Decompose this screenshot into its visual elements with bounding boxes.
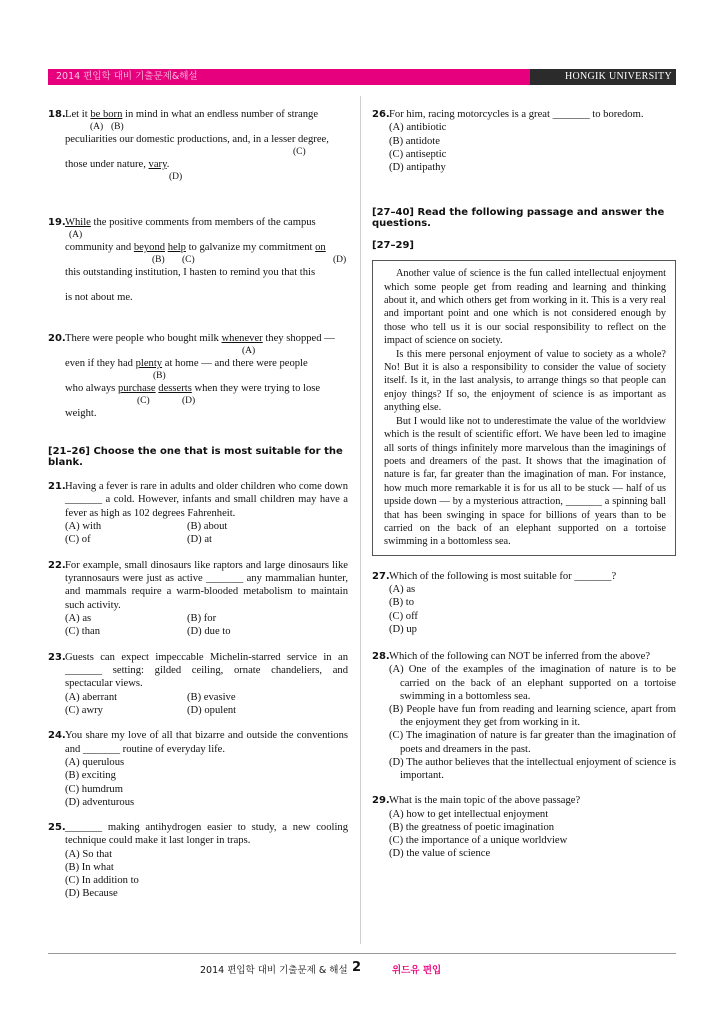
text: . bbox=[166, 159, 170, 170]
underlined-b: plenty bbox=[135, 358, 163, 369]
question-text: What is the main topic of the above passage? bbox=[389, 795, 581, 807]
options bbox=[65, 756, 348, 809]
header-title: 2014 편입학 대비 기출문제&해설 bbox=[48, 69, 530, 85]
page-number: 2 bbox=[352, 960, 362, 975]
option-b[interactable]: (B) People have fun from reading and learning science, apart from the enjoyment they get from working in it. bbox=[389, 703, 676, 729]
text: the positive comments from members of the campus bbox=[90, 217, 316, 228]
right-column bbox=[372, 108, 676, 860]
option-d[interactable]: (D) the value of science bbox=[389, 848, 491, 860]
column-divider bbox=[360, 96, 361, 944]
text: who always bbox=[65, 383, 118, 394]
question-text: For him, racing motorcycles is a great _______ to boredom. bbox=[389, 109, 644, 120]
question-number: 23. bbox=[48, 651, 66, 663]
text: is not about me. bbox=[65, 292, 133, 303]
marker-b: (B) bbox=[152, 255, 165, 265]
option-b[interactable]: (B) evasive bbox=[187, 691, 236, 703]
text: weight. bbox=[65, 408, 97, 419]
option-a[interactable]: (A) as bbox=[65, 613, 92, 625]
options bbox=[389, 808, 676, 861]
question-text: Which of the following is most suitable for _______? bbox=[389, 570, 617, 582]
options bbox=[65, 612, 348, 638]
text: peculiarities our domestic productions, and, in a lesser degree, bbox=[65, 134, 329, 145]
option-b[interactable]: (B) about bbox=[187, 521, 228, 533]
marker-a: (A) bbox=[242, 346, 256, 356]
header-university: HONGIK UNIVERSITY bbox=[530, 69, 676, 85]
footer-title: 2014 편입학 대비 기출문제 & 해설 bbox=[200, 965, 348, 976]
question-number: 26. bbox=[372, 109, 390, 120]
marker-d: (D) bbox=[182, 396, 196, 406]
text: even if they had bbox=[65, 358, 136, 369]
text: this outstanding institution, I hasten to remind you that this bbox=[65, 267, 316, 278]
question-25 bbox=[48, 821, 348, 901]
option-d[interactable]: (D) The author believes that the intellectual enjoyment of science is important. bbox=[389, 756, 676, 781]
option-d[interactable]: (D) antipathy bbox=[389, 162, 446, 174]
option-b[interactable]: (B) to bbox=[389, 597, 415, 609]
underlined-a: be born bbox=[90, 109, 123, 120]
question-21 bbox=[48, 480, 348, 547]
footer-brand: 위드유 편입 bbox=[392, 965, 442, 976]
left-column bbox=[48, 108, 348, 901]
option-c[interactable]: (C) of bbox=[65, 534, 91, 546]
options bbox=[65, 520, 348, 546]
text: to galvanize my commitment bbox=[185, 242, 316, 253]
option-b[interactable]: (B) antidote bbox=[389, 135, 440, 147]
passage-paragraph-3: But I would like not to underestimate the value of the worldview which is the result of scientific effort. We have been led to imagine all sorts of things infinitely more marvelous than the imaginings of poets and dreamers of the past. It shows that the imagination of nature is far, far greater than the imagination of man. For instance, how much more remarkable it is for us all to be stuck — half of us upside down — by a mysterious attraction, _______ a spinning ball that has been swinging in space for billions of years than to be carried on the back of an elephant supported on a tortoise swimming in a bottomless sea. bbox=[384, 415, 666, 548]
option-d[interactable]: (D) due to bbox=[187, 626, 231, 638]
text: they shopped — bbox=[262, 333, 335, 344]
section-heading-27-29: [27–29] bbox=[372, 240, 414, 252]
option-c[interactable]: (C) awry bbox=[65, 705, 103, 717]
question-number: 18. bbox=[48, 109, 66, 120]
question-number: 19. bbox=[48, 217, 66, 228]
option-c[interactable]: (C) antiseptic bbox=[389, 148, 447, 160]
section-heading-21-26: [21–26] Choose the one that is most suitable for the blank. bbox=[48, 446, 343, 468]
option-a[interactable]: (A) how to get intellectual enjoyment bbox=[389, 808, 549, 820]
marker-d: (D) bbox=[169, 172, 183, 182]
header-bar bbox=[48, 69, 676, 85]
marker-c: (C) bbox=[182, 255, 195, 265]
marker-b: (B) bbox=[153, 371, 166, 381]
section-heading-27-40: [27–40] Read the following passage and answer the questions. bbox=[372, 207, 665, 230]
question-number: 28. bbox=[372, 650, 390, 662]
text: Let it bbox=[65, 109, 91, 120]
question-19 bbox=[48, 216, 348, 316]
reading-passage bbox=[372, 260, 676, 556]
option-c[interactable]: (C) The imagination of nature is far greater than the imagination of poets and dreamers in the past. bbox=[389, 730, 676, 755]
question-text: For example, small dinosaurs like raptors and large dinosaurs like tyrannosaurs were just as active _______ any mammalian hunter, and mammals require a warm-blooded metabolism to maintain such activity. bbox=[65, 559, 348, 611]
question-number: 29. bbox=[372, 795, 390, 807]
question-text: _______ making antihydrogen easier to study, a new cooling technique could make it last longer in traps. bbox=[65, 821, 348, 847]
option-d[interactable]: (D) Because bbox=[65, 888, 118, 900]
options bbox=[65, 848, 348, 901]
text: at home — and there were people bbox=[162, 358, 308, 369]
marker-a: (A) bbox=[69, 230, 83, 240]
question-18 bbox=[48, 108, 348, 192]
option-a[interactable]: (A) One of the examples of the imagination of nature is to be carried on the back of an elephant supported on a tortoise swimming in a bottomless sea. bbox=[389, 664, 676, 702]
option-c[interactable]: (C) the importance of a unique worldview bbox=[389, 835, 568, 847]
question-27 bbox=[372, 570, 676, 636]
option-a[interactable]: (A) with bbox=[65, 521, 102, 533]
underlined-b: beyond bbox=[133, 242, 166, 253]
underlined-c: purchase bbox=[117, 383, 156, 394]
question-text: Having a fever is rare in adults and older children who come down _______ a cold. However, infants and small children may have a fever as high as 102 degrees Fahrenheit. bbox=[65, 481, 348, 519]
footer-divider bbox=[48, 953, 676, 954]
option-b[interactable]: (B) In what bbox=[65, 861, 114, 873]
option-c[interactable]: (C) humdrum bbox=[65, 783, 123, 795]
option-b[interactable]: (B) exciting bbox=[65, 770, 116, 782]
option-a[interactable]: (A) So that bbox=[65, 848, 113, 860]
question-23 bbox=[48, 651, 348, 718]
options bbox=[389, 583, 676, 636]
text: community and bbox=[65, 242, 134, 253]
option-d[interactable]: (D) opulent bbox=[187, 705, 237, 717]
option-c[interactable]: (C) than bbox=[65, 626, 101, 638]
question-number: 21. bbox=[48, 481, 66, 492]
option-a[interactable]: (A) querulous bbox=[65, 757, 125, 769]
marker-a: (A) bbox=[90, 122, 104, 132]
question-number: 20. bbox=[48, 333, 66, 344]
options bbox=[389, 121, 676, 174]
options bbox=[389, 663, 676, 782]
question-number: 24. bbox=[48, 730, 66, 742]
question-29 bbox=[372, 794, 676, 860]
option-d[interactable]: (D) at bbox=[187, 534, 212, 546]
option-d[interactable]: (D) adventurous bbox=[65, 796, 135, 808]
question-26 bbox=[372, 108, 676, 174]
question-text: Guests can expect impeccable Michelin-starred service in an _______ setting: gilded ceiling, ornate chandeliers, and spectacular views. bbox=[65, 651, 348, 690]
question-24 bbox=[48, 729, 348, 809]
question-20 bbox=[48, 332, 348, 426]
option-b[interactable]: (B) the greatness of poetic imagination bbox=[389, 821, 555, 833]
marker-b: (B) bbox=[111, 122, 124, 132]
option-d[interactable]: (D) up bbox=[389, 623, 417, 635]
underlined-a: whenever bbox=[221, 333, 263, 344]
passage-paragraph-1: Another value of science is the fun called intellectual enjoyment which some people get from reading and learning and thinking about it, and which others get from working in it. This is a very real and important point and one which is not considered enough by those who tell us it is our social responsibility to reflect on the impact of science on society. bbox=[384, 268, 666, 347]
option-a[interactable]: (A) antibiotic bbox=[389, 122, 447, 134]
text: in mind in what an endless number of strange bbox=[122, 109, 319, 120]
passage-paragraph-2: Is this mere personal enjoyment of value to society as a whole? No! But it is also a responsibility to consider the value of society itself. Is it, in the last analysis, to arrange things so that people can enjoy things? If so, the enjoyment of science is as important as anything else. bbox=[384, 348, 666, 414]
question-28 bbox=[372, 650, 676, 782]
text: There were people who bought milk bbox=[65, 333, 222, 344]
question-22 bbox=[48, 559, 348, 639]
text: those under nature, bbox=[65, 159, 149, 170]
underlined-d: vary bbox=[148, 159, 167, 170]
underlined-a: While bbox=[65, 217, 91, 228]
option-b[interactable]: (B) for bbox=[187, 613, 217, 625]
options bbox=[65, 691, 348, 717]
question-text: Which of the following can NOT be inferred from the above? bbox=[389, 650, 651, 662]
option-c[interactable]: (C) off bbox=[389, 610, 418, 622]
option-c[interactable]: (C) In addition to bbox=[65, 875, 139, 887]
marker-c: (C) bbox=[137, 396, 150, 406]
question-number: 27. bbox=[372, 570, 390, 582]
page-footer bbox=[0, 960, 720, 976]
underlined-c: help bbox=[167, 242, 186, 253]
question-text: You share my love of all that bizarre and outside the conventions and _______ routine of everyday life. bbox=[65, 730, 348, 755]
option-a[interactable]: (A) as bbox=[389, 584, 416, 596]
marker-c: (C) bbox=[293, 147, 306, 157]
marker-d: (D) bbox=[333, 255, 347, 265]
option-a[interactable]: (A) aberrant bbox=[65, 691, 118, 703]
question-number: 25. bbox=[48, 821, 66, 833]
underlined-d: desserts bbox=[158, 383, 192, 394]
text: when they were trying to lose bbox=[191, 383, 321, 394]
question-number: 22. bbox=[48, 559, 66, 571]
underlined-d: on bbox=[315, 242, 326, 253]
